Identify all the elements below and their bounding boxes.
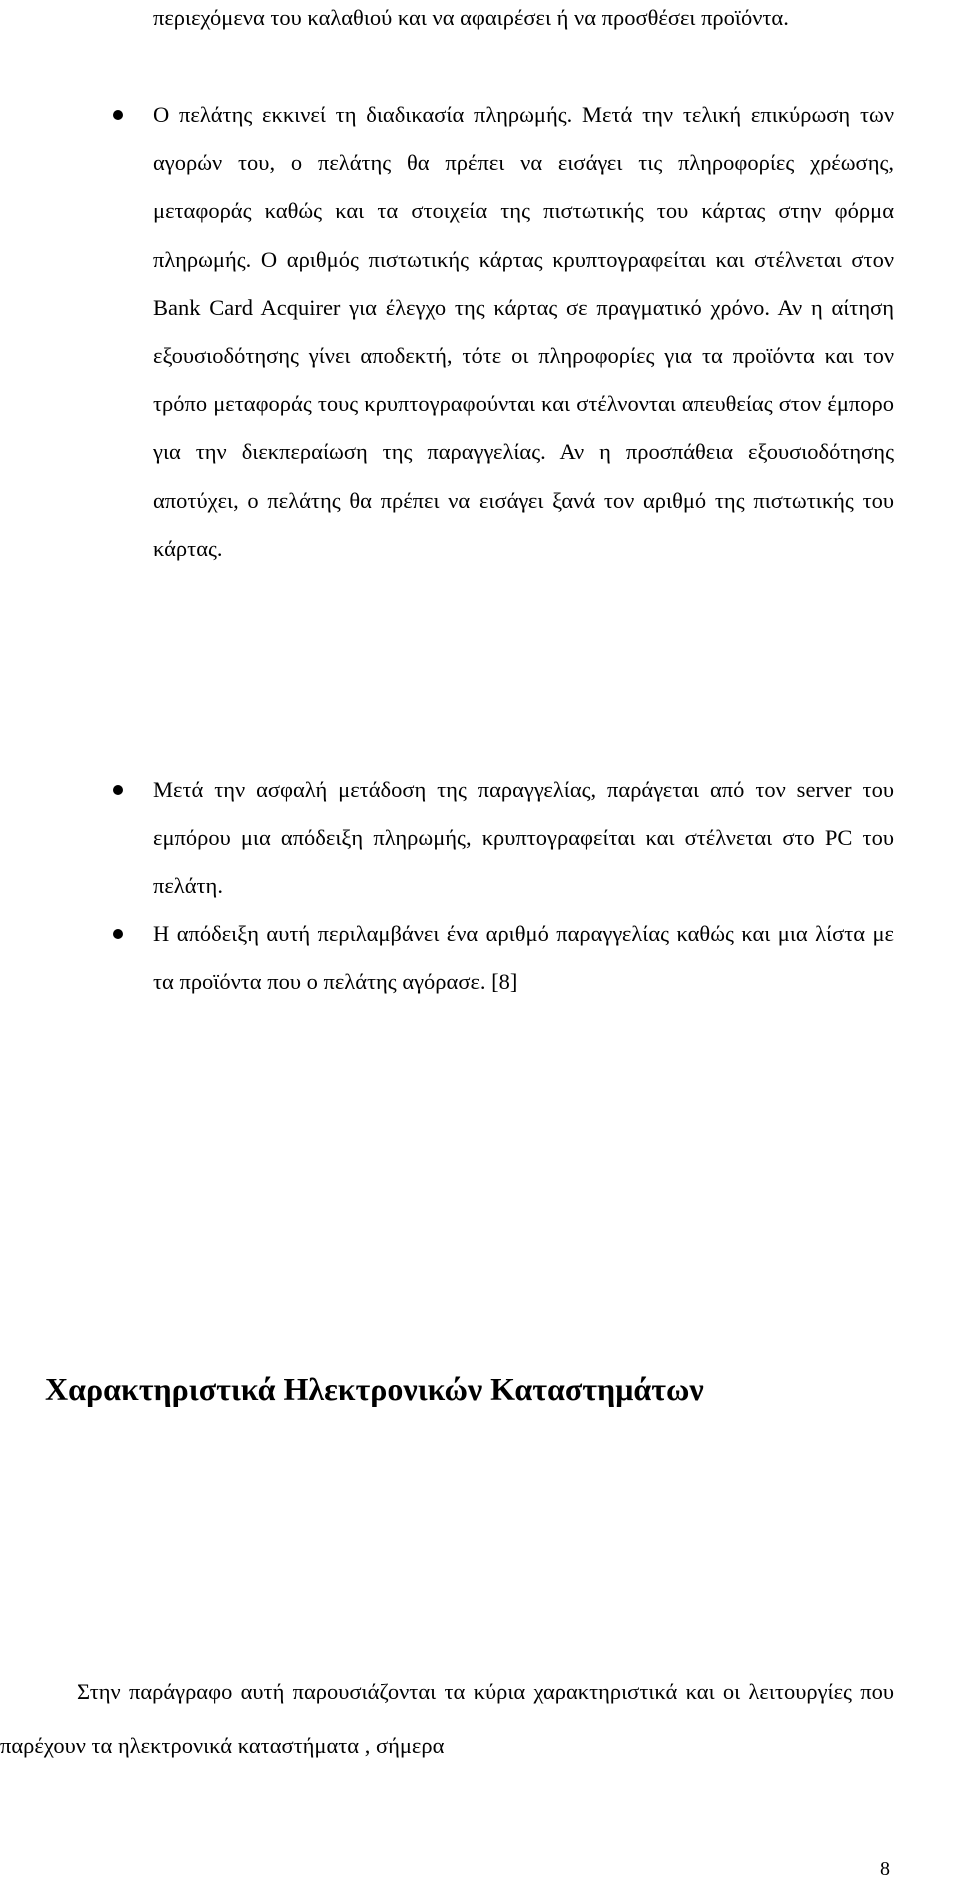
- list-item-continuation: περιεχόμενα του καλαθιού και να αφαιρέσει ή να προσθέσει προϊόντα.: [153, 5, 789, 30]
- list-item-text: Ο πελάτης εκκινεί τη διαδικασία πληρωμής. Μετά την τελική επικύρωση των αγορών του, ο πελάτης θα πρέπει να εισάγει τις πληροφορίες χρέωσης, μεταφοράς καθώς και τα στοιχεία της πιστωτικής του κάρτας στην φόρμα πληρωμής. Ο αριθμός πιστωτικής κάρτας κρυπτογραφείται και στέλνεται στον Bank Card Acquirer για έλεγχο της κάρτας σε πραγματικό χρόνο. Αν η αίτηση εξουσιοδότησης γίνει αποδεκτή, τότε οι πληροφορίες για τα προϊόντα και τον τρόπο μεταφοράς τους κρυπτογραφούνται και στέλνονται απευθείας στον έμπορο για την διεκπεραίωση της παραγγελίας. Αν η προσπάθεια εξουσιοδότησης αποτύχει, ο πελάτης θα πρέπει να εισάγει ξανά τον αριθμό της πιστωτικής του κάρτας.: [153, 102, 894, 561]
- page-number: 8: [880, 1858, 890, 1880]
- section-heading: Χαρακτηριστικά Ηλεκτρονικών Καταστημάτων: [45, 1371, 704, 1407]
- bullet-icon: [113, 785, 123, 795]
- intro-paragraph: Στην παράγραφο αυτή παρουσιάζονται τα κύρια χαρακτηριστικά και οι λειτουργίες που παρέχουν τα ηλεκτρονικά καταστήματα , σήμερα: [0, 1679, 894, 1758]
- list-item: [153, 766, 894, 911]
- bullet-icon: [113, 929, 123, 939]
- list-item: [153, 910, 894, 1006]
- list-item-text: Η απόδειξη αυτή περιλαμβάνει ένα αριθμό παραγγελίας καθώς και μια λίστα με τα προϊόντα που ο πελάτης αγόρασε. [8]: [153, 921, 894, 995]
- list-item-text: Μετά την ασφαλή μετάδοση της παραγγελίας, παράγεται από τον server του εμπόρου μια απόδειξη πληρωμής, κρυπτογραφείται και στέλνεται στο PC του πελάτη.: [153, 777, 894, 899]
- bullet-icon: [113, 110, 123, 120]
- list-item: [153, 91, 894, 573]
